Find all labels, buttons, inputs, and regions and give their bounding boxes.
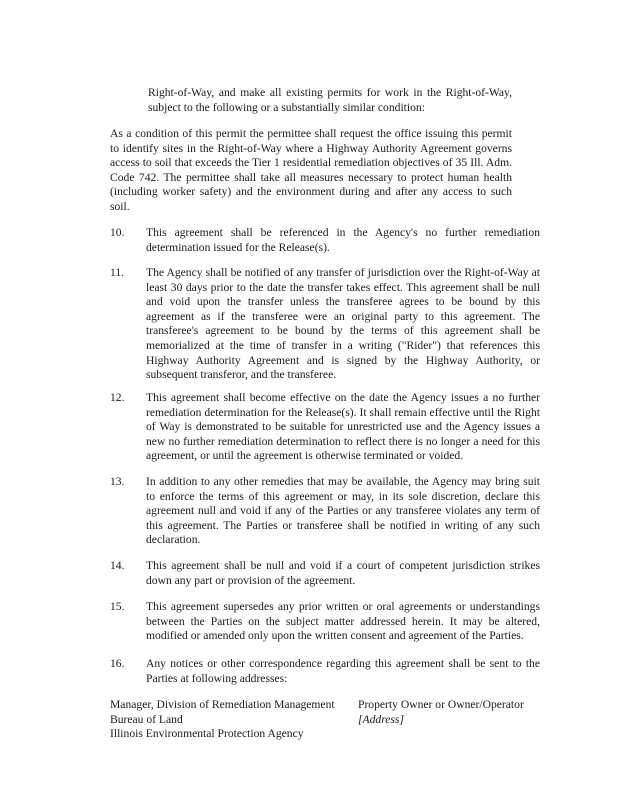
owner-address-block — [358, 698, 548, 727]
paragraph-text: This agreement shall become effective on the date the Agency issues a no further remediation determination for the Release(s). It shall remain effective until the Right of Way is demonstrated to be suitable for unrestricted use and the Agency issues a new no further remediation determination to reflect there is no longer a need for this agreement, or until the agreement is otherwise terminated or voided. — [146, 391, 540, 463]
paragraph-text: The Agency shall be notified of any transfer of jurisdiction over the Right-of-Way at least 30 days prior to the date the transfer takes effect. This agreement shall be null and void upon the transfer unless the transferee agrees to be bound by this agreement as if the transferee were an original party to this agreement. The transferee's agreement to be bound by the terms of this agreement shall be memorialized at the time of transfer in a writing ("Rider") that references this Highway Authority Agreement and is signed by the Highway Authority, or subsequent transferor, and the transferee. — [146, 266, 540, 382]
address-line: Bureau of Land — [110, 712, 183, 726]
paragraph-text: In addition to any other remedies that may be available, the Agency may bring suit to enforce the terms of this agreement or may, in its sole discretion, declare this agreement null and void if any of the Parties or any transferee violates any term of this agreement. The Parties or transferee shall be notified in writing of any such declaration. — [146, 475, 540, 547]
paragraph-number: 13. — [110, 475, 125, 488]
permit-condition-paragraph: As a condition of this permit the permittee shall request the office issuing this permit to identify sites in the Right-of-Way where a Highway Authority Agreement governs access to soil that exceeds the Tier 1 residential remediation objectives of 35 Ill. Adm. Code 742. The permittee shall take all measures necessary to protect human health (including worker safety) and the environment during and after any access to such soil. — [110, 127, 512, 213]
paragraph-number: 10. — [110, 226, 125, 239]
paragraph-number: 12. — [110, 391, 125, 404]
paragraph-number: 11. — [110, 266, 125, 279]
address-placeholder: [Address] — [358, 712, 404, 726]
address-line: Manager, Division of Remediation Management — [110, 698, 335, 711]
paragraph-text: Any notices or other correspondence regarding this agreement shall be sent to the Parties at following addresses: — [146, 657, 540, 685]
agency-address-block — [110, 698, 360, 742]
paragraph-number: 15. — [110, 600, 125, 613]
address-line: Property Owner or Owner/Operator — [358, 698, 524, 711]
paragraph-number: 14. — [110, 559, 125, 572]
paragraph-text: This agreement shall be null and void if a court of competent jurisdiction strikes down any part or provision of the agreement. — [146, 559, 540, 587]
intro-paragraph: Right-of-Way, and make all existing permits for work in the Right-of-Way, subject to the following or a substantially similar condition: — [148, 86, 512, 114]
address-line: Illinois Environmental Protection Agency — [110, 727, 304, 741]
paragraph-number: 16. — [110, 657, 125, 670]
paragraph-text: This agreement shall be referenced in the Agency's no further remediation determination issued for the Release(s). — [146, 226, 540, 254]
paragraph-text: This agreement supersedes any prior written or oral agreements or understandings between the Parties on the subject matter addressed herein. It may be altered, modified or amended only upon the written consent and agreement of the Parties. — [146, 600, 540, 643]
